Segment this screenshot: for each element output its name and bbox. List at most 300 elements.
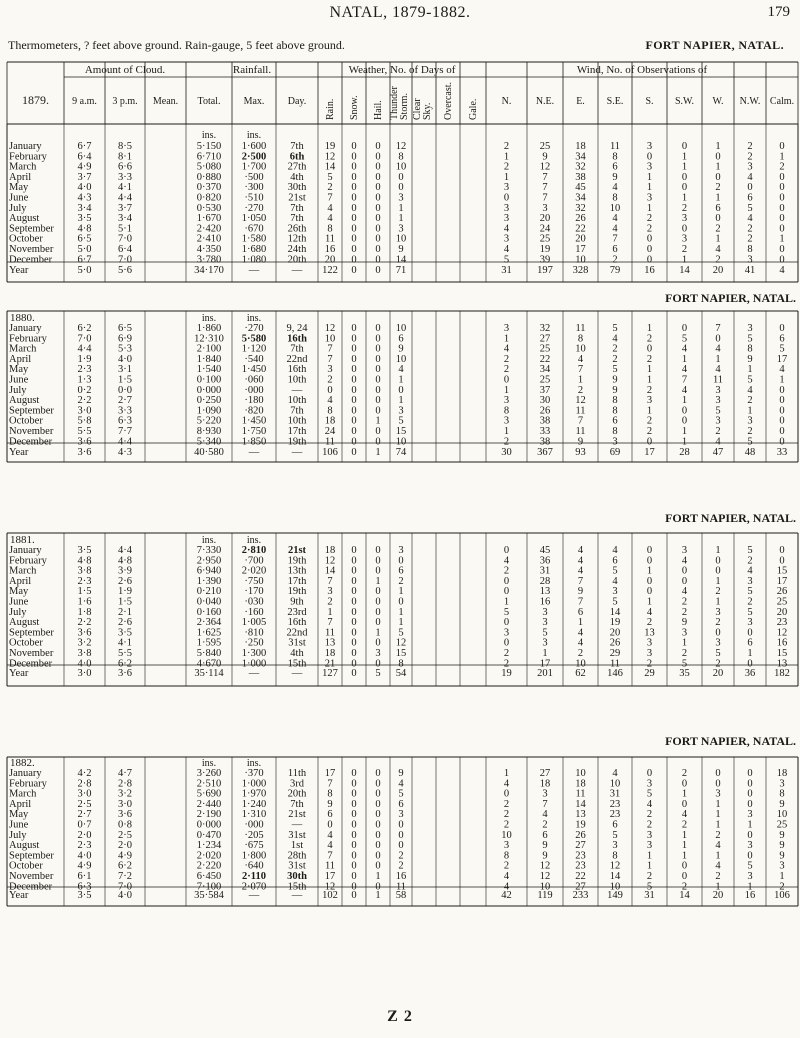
data-cell: 5·5 xyxy=(77,426,92,437)
data-cell: 3rd xyxy=(290,778,304,790)
total-cell: 367 xyxy=(537,447,553,458)
column-header: 9 a.m. xyxy=(72,96,97,107)
data-cell: 4 xyxy=(327,202,333,214)
month-label: May xyxy=(9,809,29,821)
total-cell: 197 xyxy=(537,265,553,276)
data-cell: 4 xyxy=(681,343,688,355)
unit-label: ins. xyxy=(201,313,217,324)
data-cell: 12 xyxy=(539,161,551,173)
column-header: Storm. xyxy=(399,93,410,120)
data-cell: 0 xyxy=(375,171,381,183)
data-cell: 18 xyxy=(324,545,336,556)
data-cell: 2·500 xyxy=(241,151,267,163)
data-cell: 11 xyxy=(324,860,336,872)
data-cell: 1·000 xyxy=(241,658,267,670)
data-cell: 5·0 xyxy=(77,244,92,255)
total-cell: 20 xyxy=(712,668,724,679)
data-cell: 2 xyxy=(503,648,510,659)
total-cell: 28 xyxy=(679,447,690,458)
data-cell: 0 xyxy=(375,788,381,800)
page-number: 179 xyxy=(767,4,790,20)
data-cell: 2 xyxy=(503,141,510,152)
data-cell: 3 xyxy=(646,161,653,173)
data-cell: 4 xyxy=(681,809,688,821)
total-cell: 0 xyxy=(351,890,357,901)
column-header: N.E. xyxy=(535,96,555,107)
data-cell: 0 xyxy=(779,223,785,235)
total-cell: 0 xyxy=(351,668,357,679)
data-cell: 1·9 xyxy=(118,586,132,598)
data-cell: 6 xyxy=(327,809,333,821)
data-cell: 0 xyxy=(779,213,785,225)
data-cell: 17 xyxy=(324,768,336,779)
data-cell: 2 xyxy=(612,254,618,266)
data-cell: 1 xyxy=(503,596,510,608)
data-cell: 18 xyxy=(575,778,586,790)
data-cell: ·270 xyxy=(244,323,264,334)
month-label: October xyxy=(9,233,43,245)
total-cell: 5·0 xyxy=(77,265,92,276)
data-cell: 10 xyxy=(324,333,336,345)
data-cell: 9 xyxy=(542,151,548,163)
data-cell: 2 xyxy=(646,617,653,629)
data-cell: 4 xyxy=(681,555,688,567)
data-cell: 33 xyxy=(539,426,551,437)
data-cell: 1 xyxy=(646,596,653,608)
data-cell: 27 xyxy=(575,840,586,852)
data-cell: ·160 xyxy=(244,606,264,618)
data-cell: 0 xyxy=(351,395,357,407)
data-cell: 15 xyxy=(395,648,407,659)
data-cell: 1 xyxy=(327,606,333,618)
data-cell: 3 xyxy=(503,182,510,194)
data-cell: 4 xyxy=(646,606,653,618)
data-cell: 0 xyxy=(779,254,785,266)
total-cell: 5·6 xyxy=(118,265,132,276)
data-cell: 5 xyxy=(747,436,753,448)
data-cell: 8 xyxy=(612,426,618,437)
data-cell: 11 xyxy=(395,881,407,893)
column-header: Total. xyxy=(197,96,221,107)
data-cell: 1 xyxy=(646,860,653,872)
data-cell: 3 xyxy=(646,778,653,790)
total-cell: 0 xyxy=(351,265,357,276)
total-cell: 3·6 xyxy=(77,447,92,458)
data-cell: 14 xyxy=(575,798,586,810)
data-cell: 2·510 xyxy=(196,778,222,790)
data-cell: 0 xyxy=(779,555,785,567)
month-label: February xyxy=(9,333,47,345)
data-cell: 0 xyxy=(747,850,753,862)
data-cell: 2 xyxy=(646,871,653,882)
data-cell: 2 xyxy=(398,575,404,587)
data-cell: 3 xyxy=(747,617,753,629)
data-cell: 5·690 xyxy=(196,788,222,800)
data-cell: 0 xyxy=(779,182,785,194)
data-cell: 1·625 xyxy=(196,627,222,639)
data-cell: 2·440 xyxy=(196,798,222,810)
data-cell: 7·2 xyxy=(118,871,132,882)
data-cell: 5·1 xyxy=(118,223,132,235)
data-cell: 0 xyxy=(375,213,381,225)
year-label: 1882. xyxy=(10,757,35,769)
data-cell: 24th xyxy=(287,244,307,255)
data-cell: 1 xyxy=(375,415,381,427)
data-cell: 0 xyxy=(351,871,357,882)
column-header: 3 p.m. xyxy=(112,96,138,107)
data-cell: 0 xyxy=(398,819,404,831)
data-cell: 1·8 xyxy=(77,606,92,618)
data-cell: 3·0 xyxy=(77,788,92,800)
data-cell: 1 xyxy=(503,333,510,345)
data-cell: 9 xyxy=(577,436,584,448)
month-label: June xyxy=(9,192,29,204)
data-cell: 15 xyxy=(776,648,788,659)
data-cell: 1 xyxy=(646,364,653,376)
data-cell: 25 xyxy=(776,596,788,608)
column-header: S.E. xyxy=(606,96,624,107)
data-cell: ·670 xyxy=(244,223,264,235)
data-cell: 26 xyxy=(776,586,788,598)
data-cell: 7·100 xyxy=(196,881,222,893)
data-cell: 7 xyxy=(327,192,333,204)
data-cell: ·370 xyxy=(244,768,264,779)
data-cell: 4 xyxy=(398,778,404,790)
total-cell: 41 xyxy=(744,265,756,276)
data-cell: 3 xyxy=(398,192,404,204)
data-cell: 31 xyxy=(539,565,551,577)
data-cell: 16th xyxy=(287,333,307,345)
data-cell: 0 xyxy=(715,627,721,639)
data-cell: 9 xyxy=(542,850,548,862)
data-cell: 7·0 xyxy=(118,254,132,266)
data-cell: 5·220 xyxy=(196,415,222,427)
data-cell: 5 xyxy=(747,333,753,345)
month-label: January xyxy=(9,141,42,152)
total-cell: 233 xyxy=(572,890,589,901)
data-cell: 3·5 xyxy=(118,627,132,639)
data-cell: 5 xyxy=(747,586,753,598)
month-label: April xyxy=(9,353,32,365)
data-cell: 4 xyxy=(646,798,653,810)
data-cell: 18 xyxy=(575,141,586,152)
data-cell: 3 xyxy=(503,233,510,245)
data-cell: 1·5 xyxy=(118,374,132,386)
data-cell: 5 xyxy=(542,627,548,639)
data-cell: 26 xyxy=(609,637,621,649)
data-cell: 2 xyxy=(715,658,721,670)
data-cell: 20th xyxy=(287,788,307,800)
data-cell: 0 xyxy=(375,555,381,567)
data-cell: 2 xyxy=(327,182,333,194)
data-cell: 9 xyxy=(779,850,785,862)
data-cell: 10 xyxy=(575,768,586,779)
data-cell: 1·310 xyxy=(241,809,267,821)
data-cell: 5·840 xyxy=(196,648,222,659)
data-cell: 0 xyxy=(375,840,381,852)
data-cell: 27th xyxy=(287,161,307,173)
data-cell: ·270 xyxy=(244,202,264,214)
data-cell: 10 xyxy=(776,809,788,821)
data-cell: 1 xyxy=(503,768,510,779)
data-cell: 3·0 xyxy=(77,405,92,417)
data-cell: 7·330 xyxy=(196,545,222,556)
data-cell: 3 xyxy=(542,788,548,800)
data-cell: 1 xyxy=(646,374,653,386)
data-cell: 6·7 xyxy=(77,254,92,266)
month-label: May xyxy=(9,182,29,194)
data-cell: 3 xyxy=(779,860,785,872)
data-cell: 2·3 xyxy=(77,364,92,376)
data-cell: 0 xyxy=(351,565,357,577)
data-cell: 2·0 xyxy=(118,840,132,852)
data-cell: 10 xyxy=(395,436,407,448)
data-cell: 7·0 xyxy=(118,881,132,893)
data-cell: 3 xyxy=(542,617,548,629)
data-cell: 0 xyxy=(715,768,721,779)
data-cell: 9 xyxy=(398,244,404,255)
data-cell: 1 xyxy=(779,374,785,386)
month-label: November xyxy=(9,426,54,437)
data-cell: 0 xyxy=(351,254,357,266)
data-cell: 0 xyxy=(351,617,357,629)
data-cell: 5 xyxy=(612,829,618,841)
data-cell: 4·9 xyxy=(77,161,92,173)
data-cell: 3·7 xyxy=(77,171,92,183)
total-cell: 102 xyxy=(322,890,338,901)
data-cell: 6·2 xyxy=(77,323,92,334)
data-cell: 6·710 xyxy=(196,151,222,163)
data-cell: ·250 xyxy=(244,637,264,649)
data-cell: 0 xyxy=(681,798,688,810)
data-cell: 45 xyxy=(539,545,551,556)
data-cell: 2 xyxy=(715,426,721,437)
data-cell: 6th xyxy=(289,151,305,163)
data-cell: 6 xyxy=(542,829,548,841)
data-cell: 0 xyxy=(747,627,753,639)
data-cell: 1·970 xyxy=(241,788,267,800)
data-cell: 1·300 xyxy=(241,648,267,659)
data-cell: 5 xyxy=(398,415,404,427)
data-cell: 0 xyxy=(646,768,653,779)
data-cell: 0 xyxy=(351,627,357,639)
data-cell: 4 xyxy=(612,213,618,225)
data-cell: 2 xyxy=(779,881,785,893)
data-cell: 3 xyxy=(715,637,721,649)
data-cell: 2 xyxy=(779,161,785,173)
data-cell: 0 xyxy=(375,192,381,204)
month-label: June xyxy=(9,374,29,386)
total-cell: 17 xyxy=(644,447,655,458)
data-cell: 11 xyxy=(609,141,621,152)
data-cell: 6 xyxy=(779,333,785,345)
data-cell: 4·670 xyxy=(196,658,222,670)
data-cell: 0 xyxy=(681,871,688,882)
month-label: February xyxy=(9,151,47,163)
data-cell: 9 xyxy=(779,829,785,841)
data-cell: 3 xyxy=(747,809,753,821)
data-cell: 0 xyxy=(375,233,381,245)
data-cell: 3 xyxy=(715,606,721,618)
data-cell: 1 xyxy=(779,233,785,245)
data-cell: 5·080 xyxy=(196,161,222,173)
data-cell: 6·6 xyxy=(118,161,132,173)
data-cell: 8 xyxy=(612,850,618,862)
data-cell: 1 xyxy=(375,871,381,882)
data-cell: 0 xyxy=(375,819,381,831)
total-cell: 106 xyxy=(774,890,790,901)
data-cell: 4·2 xyxy=(77,768,92,779)
data-cell: 3·5 xyxy=(77,545,92,556)
data-cell: 19th xyxy=(287,555,307,567)
data-cell: 1 xyxy=(715,596,721,608)
data-cell: 2 xyxy=(503,658,510,670)
data-cell: 1·540 xyxy=(196,364,222,376)
data-cell: 2·3 xyxy=(77,575,92,587)
data-cell: ·675 xyxy=(244,840,264,852)
data-cell: 8 xyxy=(327,405,333,417)
data-cell: 3 xyxy=(747,323,753,334)
data-cell: 5·150 xyxy=(196,141,222,152)
column-header: Thunder xyxy=(389,86,400,120)
data-cell: 2 xyxy=(503,161,510,173)
data-cell: 13 xyxy=(575,809,586,821)
data-cell: 6·2 xyxy=(118,860,132,872)
data-cell: 18 xyxy=(776,768,788,779)
total-cell: 122 xyxy=(322,265,338,276)
data-cell: 6·4 xyxy=(118,244,132,255)
data-cell: 4 xyxy=(327,829,333,841)
data-cell: 0 xyxy=(646,545,653,556)
data-cell: 1 xyxy=(398,213,404,225)
data-cell: 6·5 xyxy=(118,323,132,334)
data-cell: 8 xyxy=(327,223,333,235)
data-cell: 5 xyxy=(715,405,721,417)
data-cell: 0 xyxy=(351,829,357,841)
data-cell: 0·8 xyxy=(118,819,132,831)
data-cell: 11 xyxy=(712,374,724,386)
data-cell: 2 xyxy=(646,213,653,225)
data-cell: 14 xyxy=(609,606,621,618)
data-cell: ·030 xyxy=(244,596,264,608)
total-cell: 119 xyxy=(537,890,553,901)
data-cell: 0 xyxy=(351,244,357,255)
data-cell: 3·2 xyxy=(118,788,132,800)
data-cell: 0 xyxy=(715,565,721,577)
data-cell: 30th xyxy=(287,871,307,882)
data-cell: 9 xyxy=(398,343,404,355)
data-cell: 0 xyxy=(375,395,381,407)
total-cell: 31 xyxy=(644,890,655,901)
data-cell: 29 xyxy=(609,648,621,659)
total-cell: 4·3 xyxy=(118,447,132,458)
data-cell: 2 xyxy=(747,151,753,163)
data-cell: 1·5 xyxy=(77,586,92,598)
unit-label: ins. xyxy=(201,535,217,546)
month-label: October xyxy=(9,415,43,427)
data-cell: 10th xyxy=(287,395,307,407)
data-cell: 30th xyxy=(287,182,307,194)
data-cell: 3 xyxy=(747,840,753,852)
data-cell: 31st xyxy=(288,829,306,841)
data-cell: ·205 xyxy=(244,829,264,841)
data-cell: 15th xyxy=(287,658,307,670)
data-cell: 3 xyxy=(612,840,618,852)
total-label: Year xyxy=(9,447,29,458)
month-label: July xyxy=(9,606,27,618)
data-cell: 14 xyxy=(609,871,621,882)
data-cell: 2 xyxy=(577,384,584,396)
data-cell: 3·260 xyxy=(196,768,222,779)
data-cell: 4·0 xyxy=(77,182,92,194)
data-cell: 1 xyxy=(681,436,688,448)
data-cell: 7th xyxy=(290,343,304,355)
data-cell: 4·3 xyxy=(77,192,92,204)
month-label: August xyxy=(9,395,40,407)
data-cell: ·000 xyxy=(244,819,264,831)
column-header: Calm. xyxy=(769,96,795,107)
total-label: Year xyxy=(9,890,29,901)
data-cell: 4 xyxy=(327,395,333,407)
data-cell: 0 xyxy=(375,353,381,365)
total-cell: 62 xyxy=(575,668,586,679)
data-cell: 2 xyxy=(747,141,753,152)
data-cell: 0 xyxy=(351,233,357,245)
data-cell: 2 xyxy=(503,364,510,376)
data-cell: 0 xyxy=(503,545,510,556)
data-cell: 1 xyxy=(747,405,753,417)
data-cell: 15 xyxy=(395,426,407,437)
data-cell: 4 xyxy=(577,555,584,567)
data-cell: 17th xyxy=(287,426,307,437)
data-cell: 4 xyxy=(327,213,333,225)
data-cell: 1 xyxy=(398,606,404,618)
running-head-title: NATAL, 1879-1882. xyxy=(329,4,471,21)
data-cell: 5 xyxy=(503,606,510,618)
data-cell: 3 xyxy=(375,648,381,659)
data-cell: 2 xyxy=(715,829,721,841)
data-cell: 10th xyxy=(287,415,307,427)
data-cell: 12 xyxy=(575,395,586,407)
total-cell: 69 xyxy=(609,447,621,458)
data-cell: 2 xyxy=(327,374,333,386)
column-header: Gale. xyxy=(468,98,479,120)
data-cell: 4 xyxy=(503,343,510,355)
data-cell: 15th xyxy=(287,881,307,893)
data-cell: 0 xyxy=(375,850,381,862)
data-cell: 2 xyxy=(503,860,510,872)
data-cell: 7 xyxy=(327,343,333,355)
data-cell: 4·8 xyxy=(118,555,132,567)
data-cell: 1 xyxy=(715,141,721,152)
data-cell: 4 xyxy=(577,627,584,639)
data-cell: 3 xyxy=(646,395,653,407)
data-cell: 19th xyxy=(287,436,307,448)
data-cell: 6 xyxy=(612,555,618,567)
cloud-group-header: Amount of Cloud. xyxy=(84,64,166,76)
data-cell: 7 xyxy=(577,415,584,427)
data-cell: 2·420 xyxy=(196,223,222,235)
data-cell: 3 xyxy=(747,415,753,427)
data-cell: 27 xyxy=(539,768,551,779)
data-cell: 7th xyxy=(290,213,304,225)
data-cell: 1 xyxy=(375,627,381,639)
data-cell: 3 xyxy=(681,213,688,225)
data-cell: 4·8 xyxy=(77,555,92,567)
month-label: March xyxy=(9,343,37,355)
column-header: Sky. xyxy=(422,102,433,120)
data-cell: 0 xyxy=(351,415,357,427)
